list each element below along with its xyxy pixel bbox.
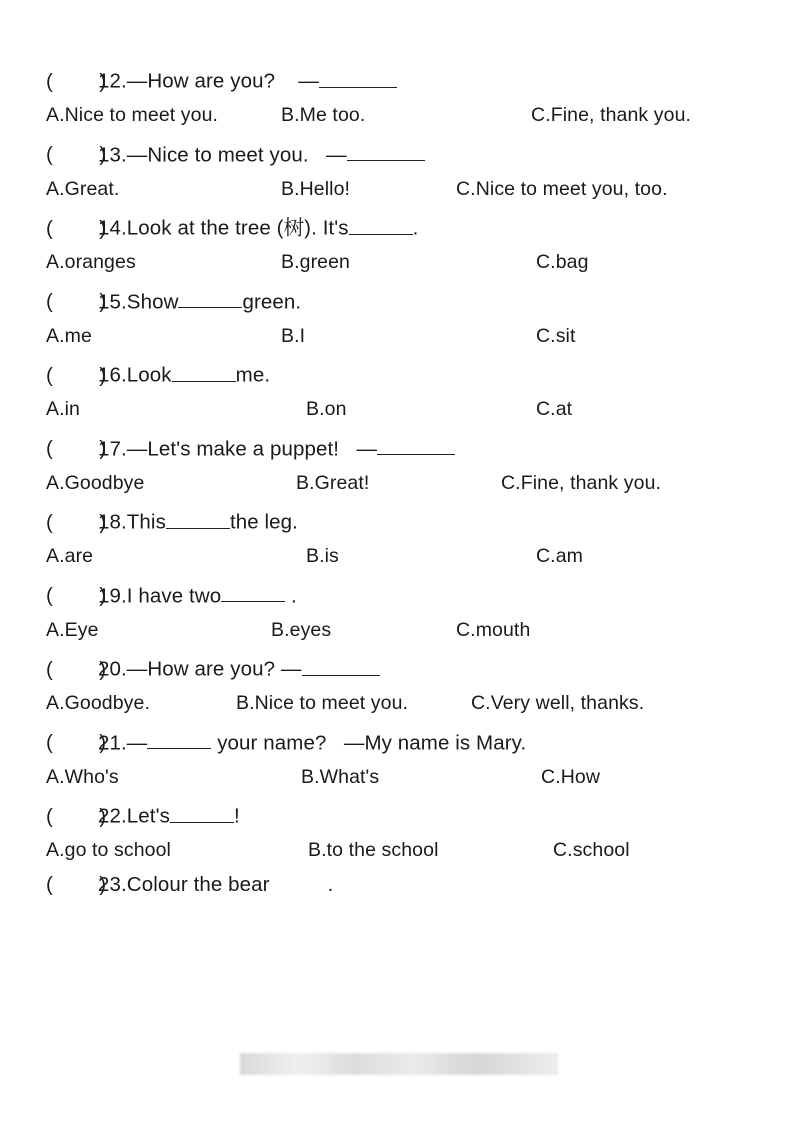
option-a[interactable] bbox=[46, 547, 306, 567]
option-c-text: bag bbox=[555, 251, 589, 273]
option-a-text: Great. bbox=[64, 177, 120, 200]
question-stem bbox=[46, 126, 747, 166]
question-stem bbox=[46, 861, 747, 896]
question-block bbox=[46, 493, 747, 567]
option-b-label: B. bbox=[306, 545, 325, 567]
question-block bbox=[46, 273, 747, 347]
answer-blank[interactable] bbox=[377, 434, 455, 456]
option-c[interactable] bbox=[471, 694, 644, 714]
answer-blank[interactable] bbox=[319, 66, 397, 88]
option-a-label: A. bbox=[46, 104, 65, 126]
stem-text: 18.This bbox=[98, 510, 166, 534]
question-block bbox=[46, 126, 747, 200]
option-a-label: A. bbox=[46, 177, 65, 200]
option-a[interactable] bbox=[46, 106, 281, 126]
option-a[interactable] bbox=[46, 471, 296, 494]
option-b[interactable] bbox=[281, 253, 536, 273]
answer-bracket[interactable]: ( ) bbox=[46, 731, 107, 754]
answer-blank[interactable] bbox=[221, 581, 285, 603]
question-block bbox=[46, 567, 747, 641]
option-a[interactable] bbox=[46, 765, 301, 788]
option-a[interactable] bbox=[46, 253, 281, 273]
option-a-text: Eye bbox=[64, 618, 99, 641]
stem-dash: — bbox=[280, 657, 302, 681]
question-stem bbox=[46, 420, 747, 460]
option-b-text: to the school bbox=[326, 839, 439, 861]
option-a-text: oranges bbox=[64, 251, 136, 273]
redacted-watermark bbox=[240, 1053, 558, 1075]
option-c[interactable] bbox=[536, 324, 576, 347]
question-stem bbox=[46, 52, 747, 92]
answer-blank[interactable] bbox=[349, 213, 413, 235]
answer-blank[interactable] bbox=[170, 801, 234, 823]
option-b[interactable] bbox=[296, 471, 501, 494]
option-b[interactable] bbox=[301, 765, 541, 788]
option-c[interactable] bbox=[553, 841, 630, 861]
question-block bbox=[46, 52, 747, 126]
option-b[interactable] bbox=[236, 694, 471, 714]
option-row bbox=[46, 247, 747, 273]
option-c-label: C. bbox=[536, 545, 556, 567]
option-c[interactable] bbox=[456, 177, 668, 200]
option-row bbox=[46, 541, 747, 567]
option-b-label: B. bbox=[306, 398, 325, 420]
option-b-text: Nice to meet you. bbox=[254, 692, 409, 714]
option-a-label: A. bbox=[46, 324, 65, 347]
stem-tail: your name? —My name is Mary. bbox=[217, 731, 527, 754]
question-block bbox=[46, 787, 747, 861]
option-b-label: B. bbox=[308, 839, 327, 861]
question-stem bbox=[46, 346, 747, 386]
option-c-label: C. bbox=[553, 839, 573, 861]
stem-text: 23.Colour the bear bbox=[98, 872, 270, 896]
stem-tail: me. bbox=[235, 363, 271, 387]
option-c-label: C. bbox=[501, 471, 521, 494]
answer-blank[interactable] bbox=[178, 287, 242, 309]
option-a-label: A. bbox=[46, 545, 65, 567]
option-b-text: I bbox=[299, 324, 306, 347]
option-c-label: C. bbox=[471, 692, 491, 714]
option-a-text: Who's bbox=[64, 765, 119, 788]
question-block bbox=[46, 199, 747, 273]
option-c[interactable] bbox=[536, 400, 572, 420]
option-c-label: C. bbox=[541, 765, 561, 788]
option-c-label: C. bbox=[536, 251, 556, 273]
option-a-label: A. bbox=[46, 692, 65, 714]
answer-bracket[interactable]: ( ) bbox=[46, 804, 107, 828]
option-a-label: A. bbox=[46, 839, 65, 861]
stem-text: 21.— bbox=[98, 731, 148, 754]
stem-tail: . bbox=[412, 216, 419, 240]
answer-bracket[interactable]: ( ) bbox=[46, 290, 107, 313]
option-row bbox=[46, 394, 747, 420]
option-b-text: What's bbox=[319, 765, 380, 788]
stem-tail: green. bbox=[242, 290, 302, 313]
answer-blank[interactable] bbox=[147, 728, 211, 750]
option-b[interactable] bbox=[281, 106, 531, 126]
answer-bracket[interactable]: ( ) bbox=[46, 657, 107, 681]
option-row bbox=[46, 688, 747, 714]
question-stem bbox=[46, 493, 747, 533]
option-c-text: mouth bbox=[475, 618, 531, 641]
question-stem bbox=[46, 714, 747, 754]
option-row bbox=[46, 321, 747, 347]
option-c-label: C. bbox=[536, 398, 556, 420]
question-stem bbox=[46, 787, 747, 827]
option-b-label: B. bbox=[271, 618, 290, 641]
stem-text: 12.—How are you? bbox=[98, 69, 276, 93]
option-c[interactable] bbox=[536, 547, 583, 567]
answer-bracket[interactable]: ( ) bbox=[46, 584, 107, 607]
option-b[interactable] bbox=[308, 841, 553, 861]
option-c[interactable] bbox=[541, 765, 601, 788]
stem-text: 17.—Let's make a puppet! bbox=[98, 437, 340, 460]
answer-blank[interactable] bbox=[172, 360, 236, 382]
option-row bbox=[46, 615, 747, 641]
stem-text: 14.Look at the tree (树). It's bbox=[98, 216, 349, 240]
option-c-label: C. bbox=[531, 104, 551, 126]
option-b[interactable] bbox=[281, 177, 456, 200]
option-row bbox=[46, 100, 747, 126]
answer-blank[interactable] bbox=[347, 140, 425, 162]
option-a[interactable] bbox=[46, 400, 306, 420]
option-row bbox=[46, 468, 747, 494]
answer-bracket[interactable]: ( ) bbox=[46, 69, 107, 93]
option-b[interactable] bbox=[281, 324, 536, 347]
option-b-label: B. bbox=[236, 692, 255, 714]
option-a-text: me bbox=[64, 324, 92, 347]
option-a-label: A. bbox=[46, 618, 65, 641]
option-b-label: B. bbox=[296, 471, 315, 494]
option-a-text: are bbox=[64, 545, 94, 567]
stem-tail: the leg. bbox=[229, 510, 298, 534]
option-c-text: Very well, thanks. bbox=[490, 692, 645, 714]
option-b-label: B. bbox=[281, 324, 300, 347]
stem-tail: . bbox=[291, 584, 297, 607]
option-b-text: Great! bbox=[314, 471, 370, 494]
answer-bracket[interactable]: ( ) bbox=[46, 510, 107, 534]
option-a[interactable] bbox=[46, 841, 308, 861]
option-a[interactable] bbox=[46, 694, 236, 714]
option-c-text: school bbox=[572, 839, 630, 861]
answer-bracket[interactable]: ( ) bbox=[46, 143, 107, 166]
option-a-text: Goodbye. bbox=[64, 692, 150, 714]
option-c-text: Fine, thank you. bbox=[520, 471, 662, 494]
option-a[interactable] bbox=[46, 177, 281, 200]
option-c-text: am bbox=[555, 545, 583, 567]
option-c[interactable] bbox=[531, 106, 691, 126]
option-b[interactable] bbox=[306, 400, 536, 420]
option-b-text: green bbox=[299, 251, 350, 273]
option-row bbox=[46, 835, 747, 861]
option-b-label: B. bbox=[281, 177, 300, 200]
option-row bbox=[46, 762, 747, 788]
question-stem bbox=[46, 199, 747, 239]
option-a-text: in bbox=[64, 398, 81, 420]
question-stem bbox=[46, 640, 747, 680]
answer-blank[interactable] bbox=[302, 654, 380, 676]
answer-bracket[interactable]: ( ) bbox=[46, 437, 107, 460]
question-block bbox=[46, 346, 747, 420]
option-b-label: B. bbox=[281, 104, 300, 126]
answer-bracket[interactable]: ( ) bbox=[46, 216, 107, 240]
option-c-text: Nice to meet you, too. bbox=[475, 177, 668, 200]
option-a-label: A. bbox=[46, 765, 65, 788]
option-b[interactable] bbox=[306, 547, 536, 567]
question-stem bbox=[46, 567, 747, 607]
option-c-label: C. bbox=[536, 324, 556, 347]
option-c-text: at bbox=[555, 398, 573, 420]
stem-dash: — bbox=[356, 437, 378, 460]
stem-dash: — bbox=[298, 69, 319, 93]
option-c-text: How bbox=[560, 765, 601, 788]
answer-bracket[interactable]: ( ) bbox=[46, 872, 107, 896]
option-b-text: eyes bbox=[289, 618, 332, 641]
question-block bbox=[46, 420, 747, 494]
stem-text: 15.Show bbox=[98, 290, 179, 313]
option-b-text: Me too. bbox=[299, 104, 366, 126]
answer-blank[interactable] bbox=[166, 507, 230, 529]
stem-tail: . bbox=[327, 872, 334, 896]
option-a[interactable] bbox=[46, 618, 271, 641]
option-a-text: go to school bbox=[64, 839, 171, 861]
option-c[interactable] bbox=[536, 253, 589, 273]
option-c-label: C. bbox=[456, 618, 476, 641]
question-block bbox=[46, 714, 747, 788]
option-c-text: sit bbox=[555, 324, 576, 347]
option-row bbox=[46, 174, 747, 200]
stem-dash: — bbox=[326, 143, 347, 166]
question-block bbox=[46, 861, 747, 896]
option-b-label: B. bbox=[301, 765, 320, 788]
answer-bracket[interactable]: ( ) bbox=[46, 363, 107, 387]
option-a-text: Nice to meet you. bbox=[64, 104, 219, 126]
stem-text: 22.Let's bbox=[98, 804, 170, 828]
option-a-label: A. bbox=[46, 398, 65, 420]
question-block bbox=[46, 640, 747, 714]
option-b-text: on bbox=[324, 398, 347, 420]
option-b-text: Hello! bbox=[299, 177, 351, 200]
option-b[interactable] bbox=[271, 618, 456, 641]
option-a-label: A. bbox=[46, 471, 65, 494]
option-c[interactable] bbox=[456, 618, 531, 641]
stem-text: 16.Look bbox=[98, 363, 172, 387]
stem-text: 20.—How are you? bbox=[98, 657, 276, 681]
option-a[interactable] bbox=[46, 324, 281, 347]
option-c-text: Fine, thank you. bbox=[550, 104, 692, 126]
stem-text: 19.I have two bbox=[98, 584, 222, 607]
option-a-label: A. bbox=[46, 251, 65, 273]
stem-text: 13.—Nice to meet you. bbox=[98, 143, 309, 166]
stem-tail: ! bbox=[233, 804, 240, 828]
option-a-text: Goodbye bbox=[64, 471, 145, 494]
question-stem bbox=[46, 273, 747, 313]
option-c[interactable] bbox=[501, 471, 662, 494]
option-b-text: is bbox=[324, 545, 339, 567]
option-c-label: C. bbox=[456, 177, 476, 200]
option-b-label: B. bbox=[281, 251, 300, 273]
